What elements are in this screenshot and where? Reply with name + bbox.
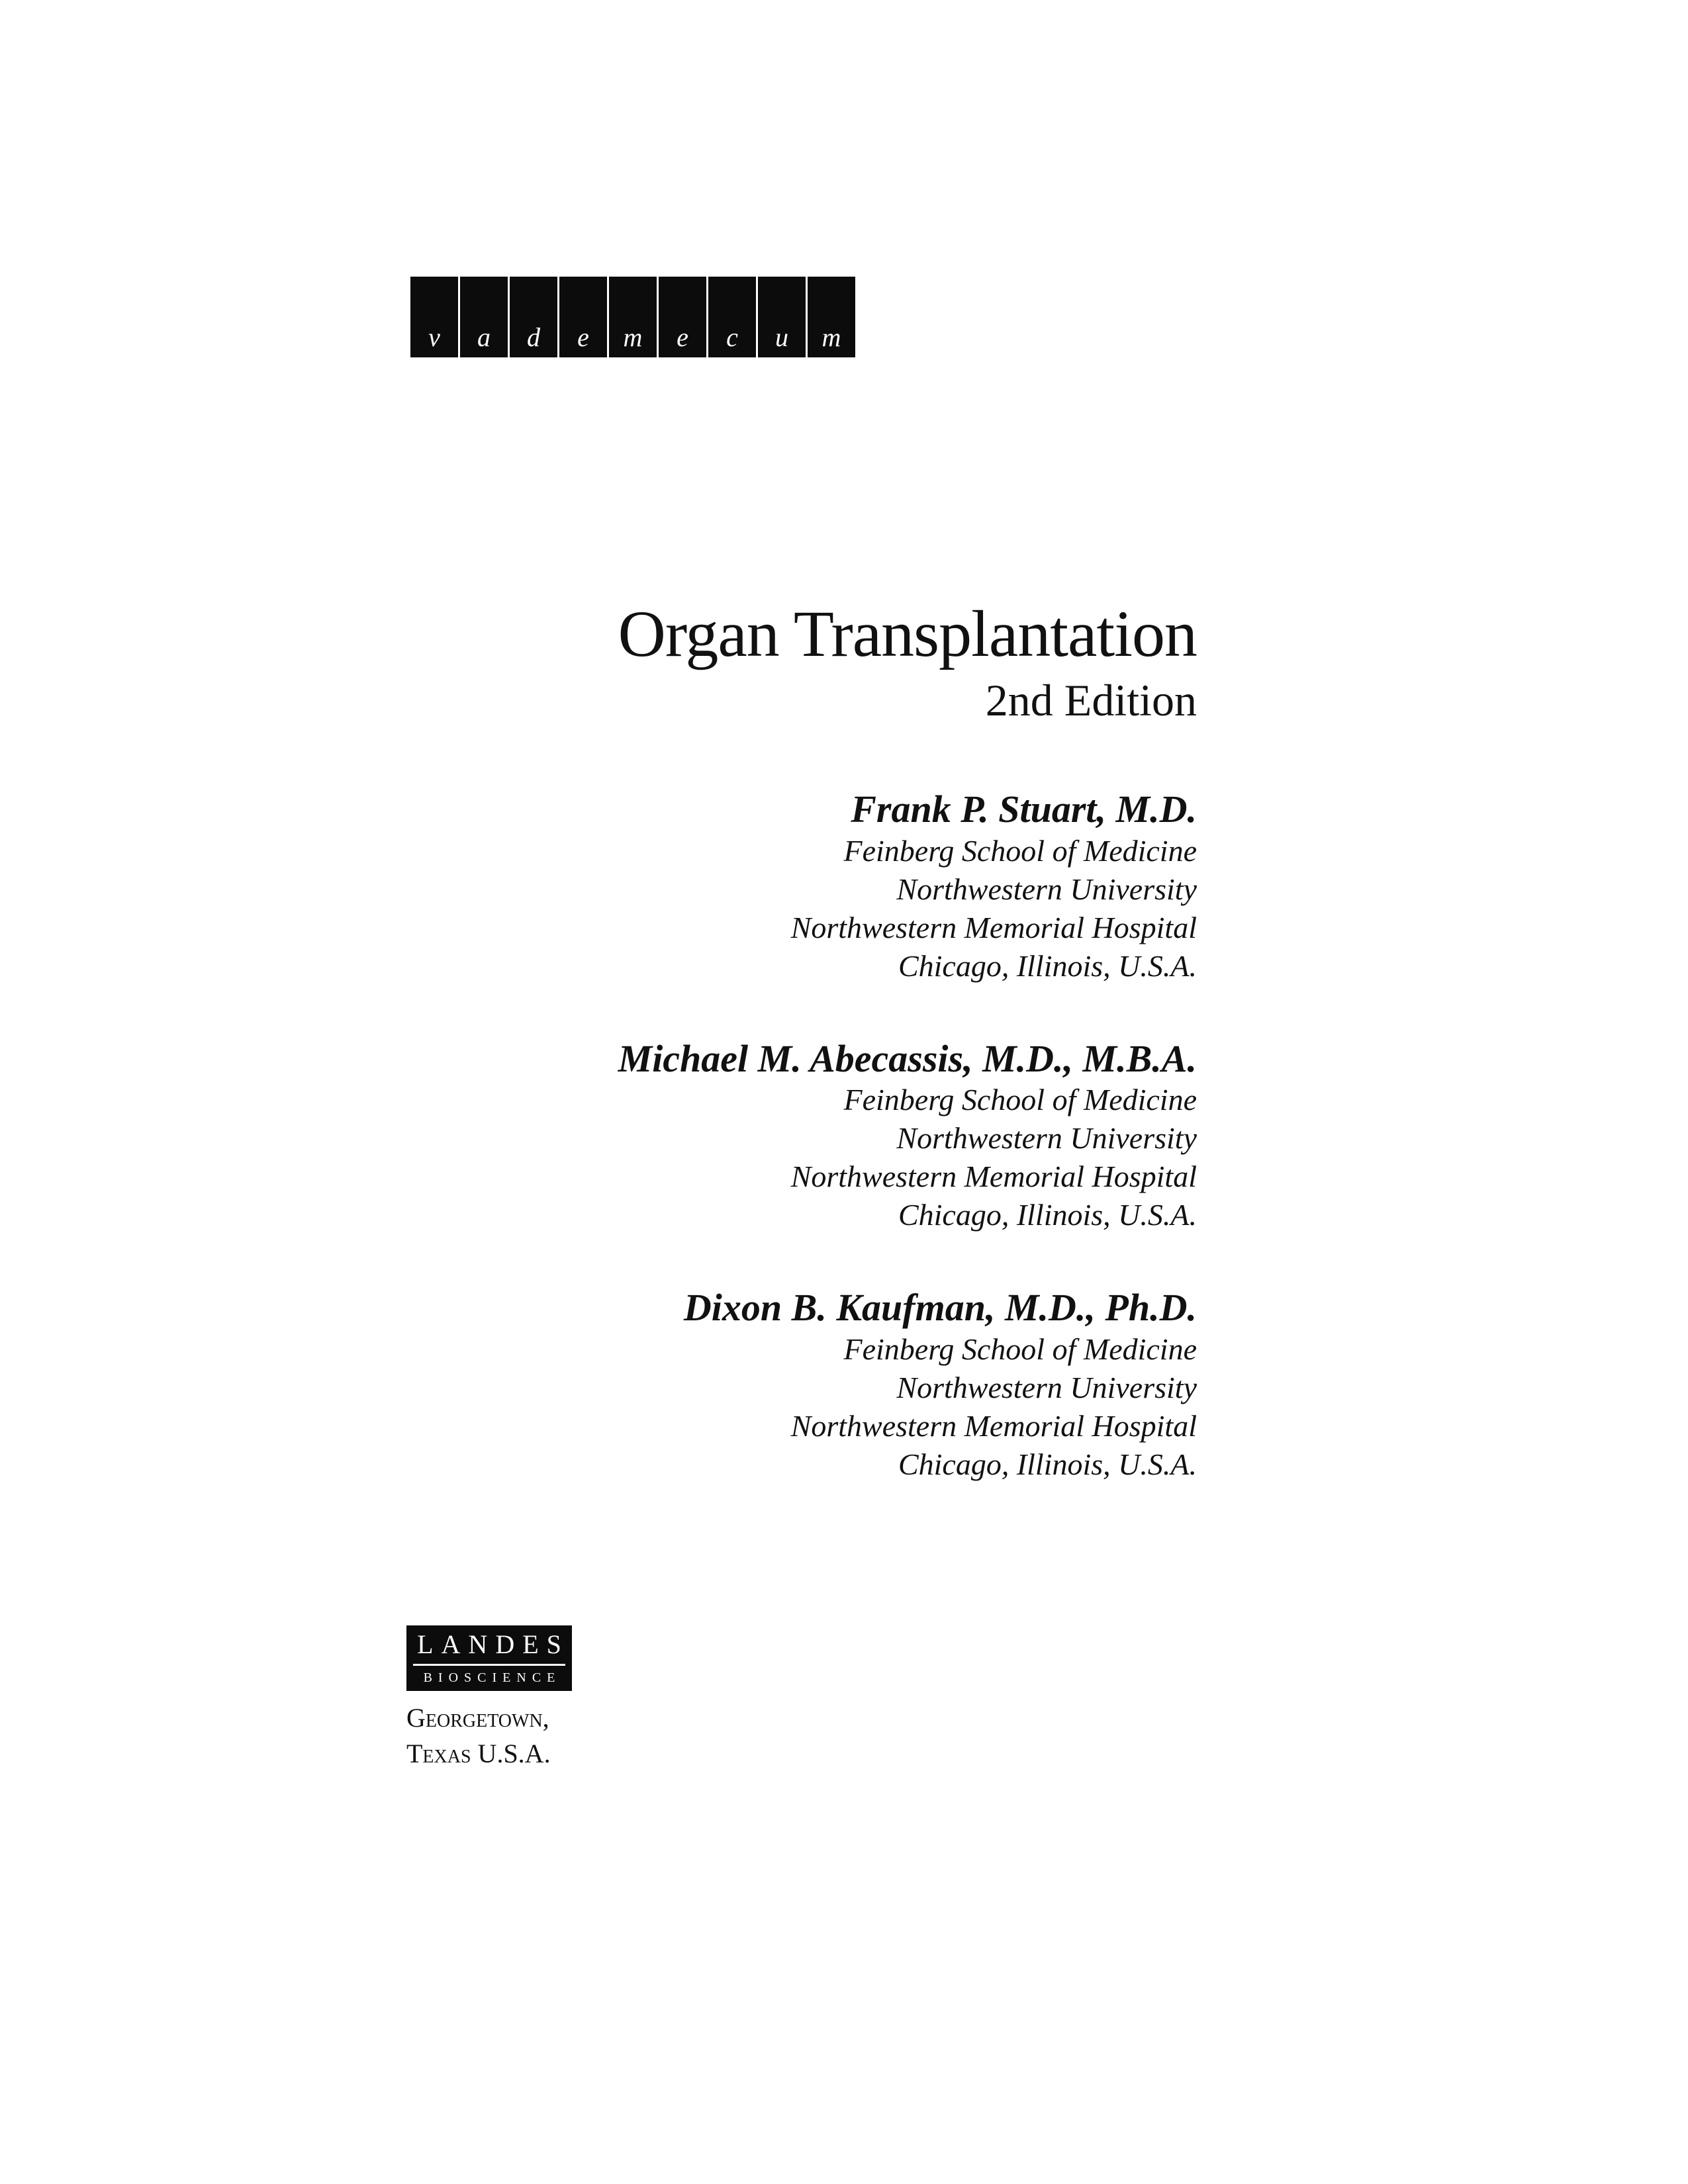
author-affiliation-line: Northwestern Memorial Hospital (790, 910, 1197, 944)
author-affiliation-line: Northwestern Memorial Hospital (790, 1160, 1197, 1194)
publisher-block (406, 1625, 572, 1772)
series-letter: a (458, 277, 508, 357)
series-letter: u (756, 277, 806, 357)
series-letter: m (806, 277, 855, 357)
author-affiliation-line: Northwestern University (896, 1121, 1197, 1156)
publisher-logo (406, 1625, 572, 1691)
author-affiliation-line: Northwestern University (896, 872, 1197, 906)
author-entry (618, 1286, 1197, 1484)
author-entry (618, 1037, 1197, 1235)
publisher-location-line: Texas U.S.A. (406, 1739, 551, 1768)
book-edition: 2nd Edition (985, 675, 1197, 725)
author-entry (618, 788, 1197, 985)
author-affiliation-line: Northwestern University (896, 1371, 1197, 1405)
series-letter: e (557, 277, 607, 357)
author-affiliation-line: Chicago, Illinois, U.S.A. (898, 948, 1197, 983)
series-letter: m (607, 277, 657, 357)
author-name: Michael M. Abecassis, M.D., M.B.A. (618, 1036, 1197, 1080)
series-letter: d (508, 277, 557, 357)
author-affiliation-line: Feinberg School of Medicine (843, 1332, 1197, 1367)
series-letter: e (657, 277, 706, 357)
author-affiliation-line: Chicago, Illinois, U.S.A. (898, 1198, 1197, 1232)
publisher-logo-bottom: BIOSCIENCE (423, 1670, 561, 1685)
title-block (618, 596, 1197, 725)
publisher-logo-top: LANDES (417, 1629, 569, 1659)
author-affiliation-line: Feinberg School of Medicine (843, 833, 1197, 868)
publisher-location-line: Georgetown, (406, 1703, 549, 1733)
author-affiliation-line: Northwestern Memorial Hospital (790, 1409, 1197, 1443)
author-list (618, 788, 1197, 1535)
series-letter: v (428, 322, 440, 352)
series-logo-vademecum (410, 277, 855, 357)
author-affiliation-line: Feinberg School of Medicine (843, 1083, 1197, 1117)
series-letter: c (706, 277, 756, 357)
author-affiliation-line: Chicago, Illinois, U.S.A. (898, 1447, 1197, 1482)
publisher-logo-divider (413, 1664, 565, 1666)
author-name: Frank P. Stuart, M.D. (851, 788, 1197, 831)
author-name: Dixon B. Kaufman, M.D., Ph.D. (683, 1286, 1197, 1330)
publisher-location (406, 1700, 572, 1772)
book-title: Organ Transplantation (618, 597, 1197, 670)
